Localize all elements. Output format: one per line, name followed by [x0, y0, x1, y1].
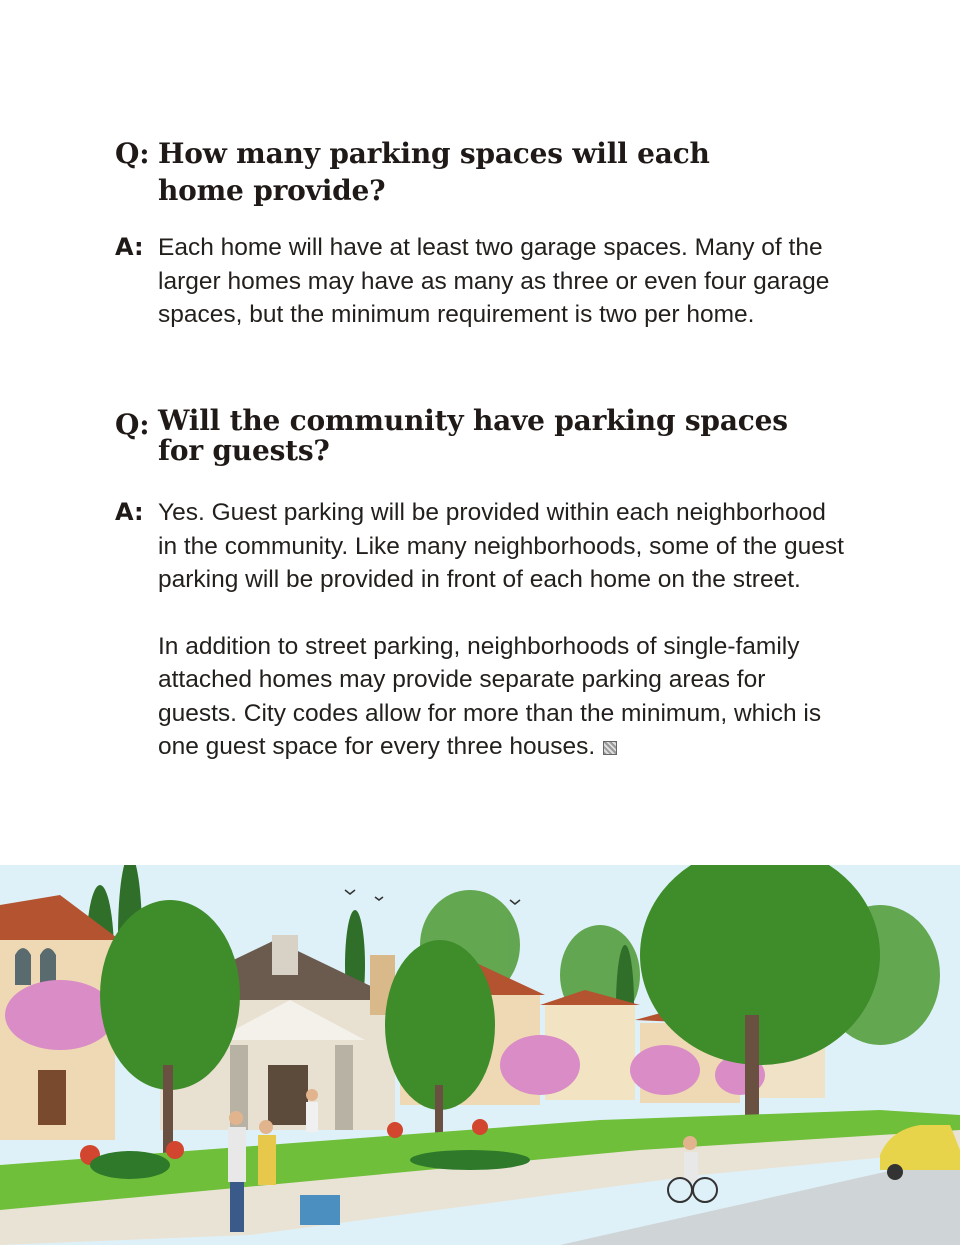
end-of-article-icon: [603, 741, 617, 755]
qa-block-2: [115, 406, 855, 764]
answer-paragraph: [158, 630, 848, 764]
question-marker: Q:: [115, 137, 150, 170]
answer-text: [158, 231, 848, 332]
qa-block-1: [115, 135, 855, 332]
answer-marker: A:: [115, 233, 144, 261]
question-marker: Q:: [115, 408, 150, 441]
question-row: [115, 406, 855, 466]
answer-row: [115, 496, 855, 764]
answer-paragraph: Yes. Guest parking will be provided within each neighborhood in the community. Like many neighborhoods, some of the guest parking will be provided in front of each home on the street.: [158, 499, 844, 593]
question-text: Will the community have parking spaces for guests?: [158, 404, 788, 467]
question-row: [115, 135, 855, 209]
answer-row: [115, 231, 855, 332]
neighborhood-illustration: [0, 865, 960, 1245]
answer-marker: A:: [115, 498, 144, 526]
question-text: How many parking spaces will each home provide?: [158, 137, 710, 207]
answer-paragraph-text: In addition to street parking, neighborhoods of single-family attached homes may provide separate parking areas for guests. City codes allow for more than the minimum, which is one guest space for every three houses.: [158, 632, 822, 760]
street-scene-image: [0, 865, 960, 1245]
answer-text: [158, 496, 848, 764]
answer-paragraph: Each home will have at least two garage spaces. Many of the larger homes may have as many as three or even four garage spaces, but the minimum requirement is two per home.: [158, 234, 830, 328]
